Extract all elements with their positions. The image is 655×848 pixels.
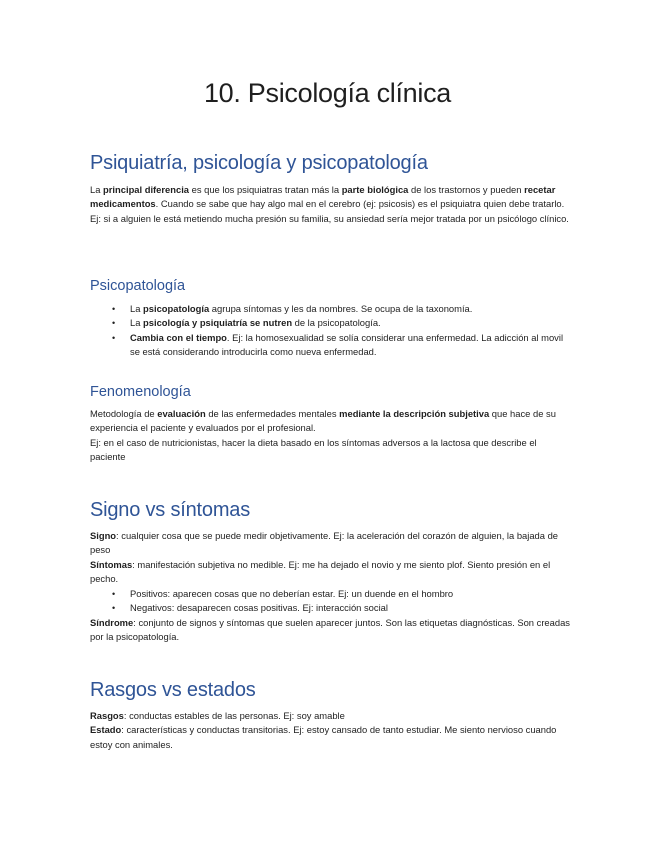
sintomas-definition: Síntomas: manifestación subjetiva no medible. Ej: me ha dejado el novio y me siento plof. Siento presión en el pecho. (90, 558, 551, 585)
fenomenologia-paragraph (90, 407, 570, 465)
list-item (90, 316, 570, 330)
list-item (90, 601, 570, 615)
psiquiatria-paragraph (90, 183, 570, 226)
list-item-text: Negativos: desaparecen cosas positivas. Ej: interacción social (130, 602, 388, 614)
fenomenologia-text: Metodología de evaluación de las enfermedades mentales mediante la descripción subjetiva que hace de su experiencia el paciente y evaluados por el profesional. (90, 408, 556, 434)
bullet-icon: • (112, 318, 116, 329)
bullet-icon: • (112, 332, 116, 343)
sintomas-list (90, 587, 570, 616)
fenomenologia-example: Ej: en el caso de nutricionistas, hacer la dieta basado en los síntomas adversos a la lactosa que describe el paciente (90, 436, 537, 463)
list-item (90, 302, 570, 316)
rasgos-definition: Rasgos: conductas estables de las personas. Ej: soy amable (90, 710, 345, 721)
bullet-icon: • (112, 603, 116, 614)
psiquiatria-text: La principal diferencia es que los psiquiatras tratan más la parte biológica de los trastornos y pueden recetar medicamentos. Cuando se sabe que hay algo mal en el cerebro (ej: psicosis) es el psiquiatra quien debe tratarlo. (90, 184, 565, 210)
list-item-text: La psicopatología agrupa síntomas y les da nombres. Se ocupa de la taxonomía. (130, 303, 473, 314)
sindrome-definition: Síndrome: conjunto de signos y síntomas que suelen aparecer juntos. Son las etiquetas diagnósticas. Son creadas por la psicopatología. (90, 617, 570, 643)
estado-definition: Estado: características y conductas transitorias. Ej: estoy cansado de tanto estudiar. Me siento nervioso cuando estoy con animales. (90, 724, 557, 750)
psiquiatria-example: Ej: si a alguien le está metiendo mucha presión su familia, su ansiedad sería mejor tratada por un psicólogo clínico. (90, 212, 569, 224)
list-item (90, 331, 570, 360)
signo-definition: Signo: cualquier cosa que se puede medir objetivamente. Ej: la aceleración del corazón de alguien, la bajada de peso (90, 530, 558, 556)
psicopatologia-list (90, 302, 570, 360)
list-item-text: Positivos: aparecen cosas que no deberían estar. Ej: un duende en el hombro (130, 588, 454, 599)
bullet-icon: • (112, 589, 116, 599)
list-item-text: Cambia con el tiempo. Ej: la homosexualidad se solía considerar una enfermedad. La adicción al movil se está considerando introducirla como nueva enfermedad. (130, 331, 564, 358)
signo-block (90, 529, 570, 587)
bullet-icon: • (112, 304, 116, 314)
heading-signo-sintomas: Signo vs síntomas (90, 499, 251, 521)
rasgos-block (90, 709, 570, 752)
sindrome-block (90, 616, 570, 645)
page-title: 10. Psicología clínica (203, 78, 452, 108)
heading-psiquiatria: Psiquiatría, psicología y psicopatología (90, 152, 428, 174)
list-item (90, 587, 570, 601)
heading-psicopatologia: Psicopatología (90, 278, 186, 294)
list-item-text: La psicología y psiquiatría se nutren de la psicopatología. (130, 317, 381, 329)
heading-fenomenologia: Fenomenología (90, 384, 191, 400)
heading-rasgos-estados: Rasgos vs estados (90, 679, 256, 701)
